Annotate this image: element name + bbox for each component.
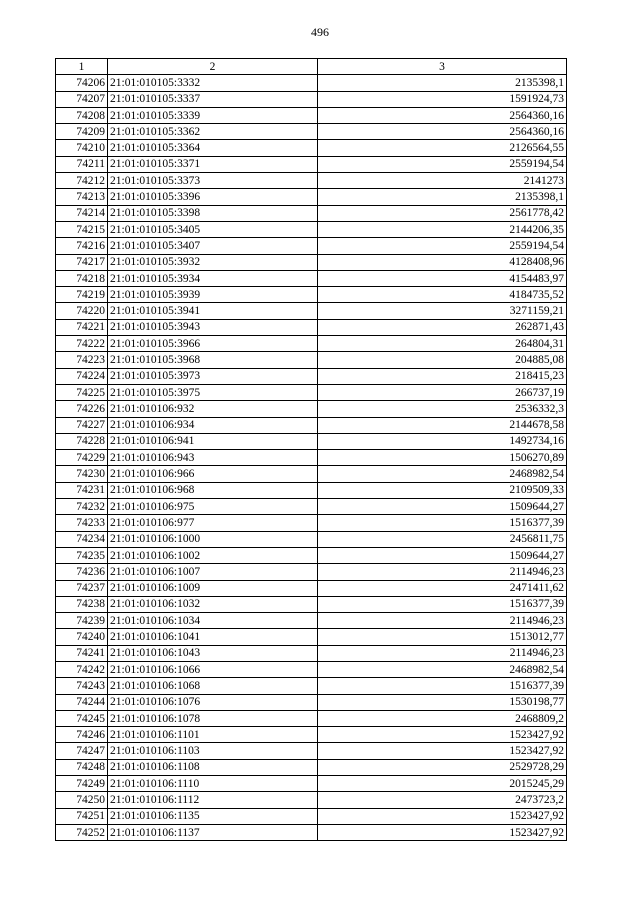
cadastral-number-cell: 21:01:010106:975 (108, 499, 318, 515)
cadastral-number-cell: 21:01:010105:3966 (108, 336, 318, 352)
cadastral-number-cell: 21:01:010106:1000 (108, 531, 318, 547)
table-row (56, 808, 567, 824)
row-number-cell: 74206 (56, 75, 108, 91)
cadastral-number-cell: 21:01:010105:3407 (108, 238, 318, 254)
table-row (56, 368, 567, 384)
row-number-cell: 74244 (56, 694, 108, 710)
value-cell: 1523427,92 (318, 808, 567, 824)
value-cell: 204885,08 (318, 352, 567, 368)
table-row (56, 678, 567, 694)
cadastral-number-cell: 21:01:010106:1110 (108, 776, 318, 792)
row-number-cell: 74215 (56, 221, 108, 237)
row-number-cell: 74251 (56, 808, 108, 824)
table-row (56, 450, 567, 466)
row-number-cell: 74213 (56, 189, 108, 205)
value-cell: 264804,31 (318, 336, 567, 352)
table-row (56, 270, 567, 286)
row-number-cell: 74234 (56, 531, 108, 547)
table-row (56, 629, 567, 645)
row-number-cell: 74228 (56, 433, 108, 449)
table-body (56, 75, 567, 841)
cadastral-number-cell: 21:01:010105:3975 (108, 384, 318, 400)
row-number-cell: 74212 (56, 173, 108, 189)
table-header-row (56, 59, 567, 75)
row-number-cell: 74220 (56, 303, 108, 319)
table-row (56, 433, 567, 449)
value-cell: 1509644,27 (318, 499, 567, 515)
value-cell: 2135398,1 (318, 189, 567, 205)
row-number-cell: 74219 (56, 287, 108, 303)
row-number-cell: 74229 (56, 450, 108, 466)
table-row (56, 75, 567, 91)
row-number-cell: 74208 (56, 107, 108, 123)
row-number-cell: 74249 (56, 776, 108, 792)
column-header-cadastral-number: 2 (108, 59, 318, 75)
table-row (56, 547, 567, 563)
table-row (56, 743, 567, 759)
value-cell: 2141273 (318, 173, 567, 189)
value-cell: 2135398,1 (318, 75, 567, 91)
value-cell: 2529728,29 (318, 759, 567, 775)
table-row (56, 238, 567, 254)
cadastral-number-cell: 21:01:010106:1135 (108, 808, 318, 824)
table-row (56, 336, 567, 352)
table-row (56, 140, 567, 156)
value-cell: 1591924,73 (318, 91, 567, 107)
value-cell: 2468982,54 (318, 466, 567, 482)
value-cell: 1523427,92 (318, 743, 567, 759)
table-row (56, 613, 567, 629)
cadastral-number-cell: 21:01:010106:1041 (108, 629, 318, 645)
value-cell: 2559194,54 (318, 238, 567, 254)
value-cell: 1509644,27 (318, 547, 567, 563)
row-number-cell: 74231 (56, 482, 108, 498)
table-row (56, 531, 567, 547)
cadastral-number-cell: 21:01:010106:1068 (108, 678, 318, 694)
table-row (56, 205, 567, 221)
table-row (56, 156, 567, 172)
row-number-cell: 74252 (56, 824, 108, 840)
value-cell: 2564360,16 (318, 124, 567, 140)
row-number-cell: 74237 (56, 580, 108, 596)
value-cell: 2468982,54 (318, 661, 567, 677)
row-number-cell: 74248 (56, 759, 108, 775)
cadastral-number-cell: 21:01:010105:3943 (108, 319, 318, 335)
value-cell: 2561778,42 (318, 205, 567, 221)
value-cell: 2536332,3 (318, 401, 567, 417)
table-row (56, 824, 567, 840)
cadastral-number-cell: 21:01:010106:1066 (108, 661, 318, 677)
cadastral-number-cell: 21:01:010105:3396 (108, 189, 318, 205)
cadastral-number-cell: 21:01:010106:1076 (108, 694, 318, 710)
row-number-cell: 74221 (56, 319, 108, 335)
table-row (56, 107, 567, 123)
row-number-cell: 74216 (56, 238, 108, 254)
table-row (56, 694, 567, 710)
row-number-cell: 74230 (56, 466, 108, 482)
value-cell: 2559194,54 (318, 156, 567, 172)
table-row (56, 499, 567, 515)
table-row (56, 727, 567, 743)
row-number-cell: 74233 (56, 515, 108, 531)
row-number-cell: 74222 (56, 336, 108, 352)
table-row (56, 352, 567, 368)
table-row (56, 710, 567, 726)
cadastral-number-cell: 21:01:010105:3405 (108, 221, 318, 237)
value-cell: 2114946,23 (318, 564, 567, 580)
value-cell: 2468809,2 (318, 710, 567, 726)
cadastral-number-cell: 21:01:010105:3339 (108, 107, 318, 123)
row-number-cell: 74242 (56, 661, 108, 677)
cadastral-number-cell: 21:01:010105:3932 (108, 254, 318, 270)
row-number-cell: 74224 (56, 368, 108, 384)
cadastral-number-cell: 21:01:010105:3332 (108, 75, 318, 91)
table-row (56, 596, 567, 612)
value-cell: 4128408,96 (318, 254, 567, 270)
value-cell: 2144206,35 (318, 221, 567, 237)
value-cell: 1523427,92 (318, 727, 567, 743)
cadastral-number-cell: 21:01:010106:1101 (108, 727, 318, 743)
value-cell: 4184735,52 (318, 287, 567, 303)
row-number-cell: 74214 (56, 205, 108, 221)
row-number-cell: 74246 (56, 727, 108, 743)
table-row (56, 124, 567, 140)
cadastral-number-cell: 21:01:010106:1103 (108, 743, 318, 759)
table-row (56, 91, 567, 107)
table-row (56, 384, 567, 400)
row-number-cell: 74240 (56, 629, 108, 645)
value-cell: 1492734,16 (318, 433, 567, 449)
cadastral-number-cell: 21:01:010106:1007 (108, 564, 318, 580)
row-number-cell: 74232 (56, 499, 108, 515)
table-row (56, 287, 567, 303)
row-number-cell: 74239 (56, 613, 108, 629)
value-cell: 2456811,75 (318, 531, 567, 547)
row-number-cell: 74227 (56, 417, 108, 433)
value-cell: 2109509,33 (318, 482, 567, 498)
value-cell: 2471411,62 (318, 580, 567, 596)
table-row (56, 645, 567, 661)
cadastral-number-cell: 21:01:010105:3362 (108, 124, 318, 140)
row-number-cell: 74225 (56, 384, 108, 400)
value-cell: 2114946,23 (318, 613, 567, 629)
cadastral-number-cell: 21:01:010105:3364 (108, 140, 318, 156)
cadastral-number-cell: 21:01:010106:943 (108, 450, 318, 466)
table-row (56, 482, 567, 498)
cadastral-number-cell: 21:01:010106:941 (108, 433, 318, 449)
value-cell: 2015245,29 (318, 776, 567, 792)
cadastral-number-cell: 21:01:010105:3939 (108, 287, 318, 303)
cadastral-number-cell: 21:01:010105:3934 (108, 270, 318, 286)
cadastral-number-cell: 21:01:010106:932 (108, 401, 318, 417)
cadastral-number-cell: 21:01:010106:1009 (108, 580, 318, 596)
value-cell: 1513012,77 (318, 629, 567, 645)
table-row (56, 466, 567, 482)
cadastral-number-cell: 21:01:010106:1137 (108, 824, 318, 840)
cadastral-number-cell: 21:01:010105:3371 (108, 156, 318, 172)
cadastral-number-cell: 21:01:010105:3373 (108, 173, 318, 189)
value-cell: 2144678,58 (318, 417, 567, 433)
row-number-cell: 74210 (56, 140, 108, 156)
data-table (55, 58, 567, 841)
row-number-cell: 74243 (56, 678, 108, 694)
value-cell: 218415,23 (318, 368, 567, 384)
cadastral-number-cell: 21:01:010106:1108 (108, 759, 318, 775)
table-row (56, 661, 567, 677)
cadastral-number-cell: 21:01:010106:1078 (108, 710, 318, 726)
value-cell: 4154483,97 (318, 270, 567, 286)
value-cell: 262871,43 (318, 319, 567, 335)
value-cell: 266737,19 (318, 384, 567, 400)
row-number-cell: 74245 (56, 710, 108, 726)
value-cell: 2114946,23 (318, 645, 567, 661)
value-cell: 3271159,21 (318, 303, 567, 319)
value-cell: 1506270,89 (318, 450, 567, 466)
column-header-value: 3 (318, 59, 567, 75)
table-row (56, 319, 567, 335)
cadastral-number-cell: 21:01:010106:966 (108, 466, 318, 482)
table-row (56, 303, 567, 319)
cadastral-number-cell: 21:01:010106:1112 (108, 792, 318, 808)
table-row (56, 759, 567, 775)
table-row (56, 776, 567, 792)
row-number-cell: 74247 (56, 743, 108, 759)
table-row (56, 515, 567, 531)
page-number: 496 (311, 25, 329, 39)
value-cell: 1523427,92 (318, 824, 567, 840)
row-number-cell: 74211 (56, 156, 108, 172)
cadastral-number-cell: 21:01:010106:1034 (108, 613, 318, 629)
table-row (56, 221, 567, 237)
row-number-cell: 74218 (56, 270, 108, 286)
cadastral-number-cell: 21:01:010106:934 (108, 417, 318, 433)
table-row (56, 173, 567, 189)
cadastral-number-cell: 21:01:010106:968 (108, 482, 318, 498)
row-number-cell: 74217 (56, 254, 108, 270)
table-row (56, 401, 567, 417)
row-number-cell: 74209 (56, 124, 108, 140)
table-row (56, 564, 567, 580)
value-cell: 2126564,55 (318, 140, 567, 156)
cadastral-number-cell: 21:01:010105:3973 (108, 368, 318, 384)
table-row (56, 792, 567, 808)
cadastral-number-cell: 21:01:010105:3337 (108, 91, 318, 107)
value-cell: 1516377,39 (318, 596, 567, 612)
value-cell: 1516377,39 (318, 678, 567, 694)
table-row (56, 417, 567, 433)
cadastral-number-cell: 21:01:010105:3398 (108, 205, 318, 221)
value-cell: 1516377,39 (318, 515, 567, 531)
table-row (56, 580, 567, 596)
cadastral-number-cell: 21:01:010105:3968 (108, 352, 318, 368)
cadastral-number-cell: 21:01:010105:3941 (108, 303, 318, 319)
row-number-cell: 74223 (56, 352, 108, 368)
row-number-cell: 74241 (56, 645, 108, 661)
value-cell: 2564360,16 (318, 107, 567, 123)
column-header-number: 1 (56, 59, 108, 75)
table-row (56, 189, 567, 205)
row-number-cell: 74207 (56, 91, 108, 107)
row-number-cell: 74238 (56, 596, 108, 612)
row-number-cell: 74226 (56, 401, 108, 417)
row-number-cell: 74250 (56, 792, 108, 808)
cadastral-number-cell: 21:01:010106:1032 (108, 596, 318, 612)
row-number-cell: 74235 (56, 547, 108, 563)
cadastral-number-cell: 21:01:010106:1043 (108, 645, 318, 661)
table-row (56, 254, 567, 270)
value-cell: 2473723,2 (318, 792, 567, 808)
cadastral-number-cell: 21:01:010106:977 (108, 515, 318, 531)
row-number-cell: 74236 (56, 564, 108, 580)
value-cell: 1530198,77 (318, 694, 567, 710)
cadastral-number-cell: 21:01:010106:1002 (108, 547, 318, 563)
